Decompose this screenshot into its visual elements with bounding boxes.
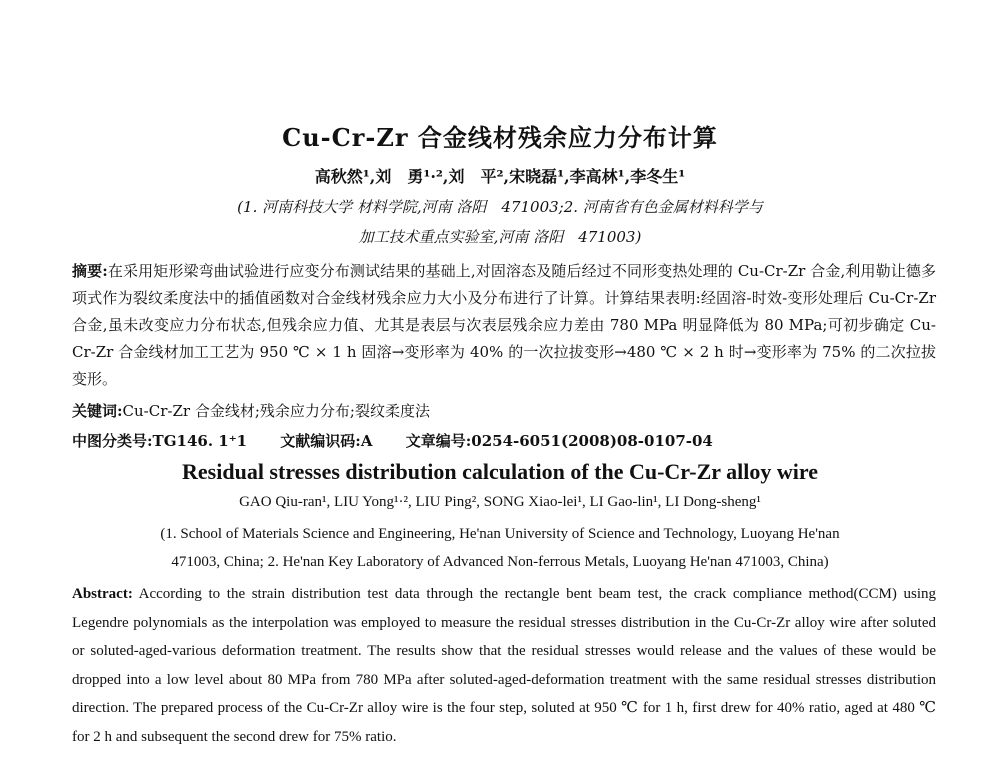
keywords-cn-label: 关键词: [72,402,123,420]
paper-title-en: Residual stresses distribution calculation of the Cu-Cr-Zr alloy wire [182,459,818,484]
abstract-cn-label: 摘要: [72,262,108,280]
authors-cn: 高秋然¹,刘 勇¹·²,刘 平²,宋晓磊¹,李高林¹,李冬生¹ [314,167,686,186]
paper-title-cn: Cu-Cr-Zr 合金线材残余应力分布计算 [282,123,718,152]
abstract-cn-text: 在采用矩形梁弯曲试验进行应变分布测试结果的基础上,对固溶态及随后经过不同形变热处理的 Cu-Cr-Zr 合金,利用勒让德多项式作为裂纹柔度法中的插值函数对合金线材残余应力大小及分布进行了计算。计算结果表明:经固溶-时效-变形处理后 Cu-Cr-Zr 合金,虽未改变应力分布状态,但残余应力值、尤其是表层与次表层残余应力差由 780 MPa 明显降低为 80 MPa;可初步确定 Cu-Cr-Zr 合金线材加工工艺为 950 ℃ × 1 h 固溶→变形率为 40% 的一次拉拔变形→480 ℃ × 2 h 时→变形率为 75% 的二次拉拔变形。 [72,262,936,388]
clc-number: 中图分类号:TG146. 1⁺1 [72,432,248,450]
authors-en: GAO Qiu-ran¹, LIU Yong¹·², LIU Ping², SONG Xiao-lei¹, LI Gao-lin¹, LI Dong-sheng¹ [239,494,761,510]
affiliation-en-line1: (1. School of Materials Science and Engineering, He'nan University of Science and Technology, Luoyang He'nan [160,526,840,542]
keywords-cn-text: Cu-Cr-Zr 合金线材;残余应力分布;裂纹柔度法 [122,402,430,420]
article-number: 文章编号:0254-6051(2008)08-0107-04 [405,432,713,450]
affiliation-en-line2: 471003, China; 2. He'nan Key Laboratory of Advanced Non-ferrous Metals, Luoyang He'nan 471003, China) [171,554,829,570]
classification-line [72,428,936,455]
affiliation-cn-line2: 加工技术重点实验室,河南 洛阳 471003) [358,228,642,246]
keywords-cn [72,398,936,425]
affiliation-cn-line1: (1. 河南科技大学 材料学院,河南 洛阳 471003;2. 河南省有色金属材料科学与 [237,198,763,216]
abstract-en [72,580,936,751]
abstract-en-text: According to the strain distribution test data through the rectangle bent beam test, the crack compliance method(CCM) using Legendre polynomials as the interpolation was employed to measure the residual stresses distribution in the Cu-Cr-Zr alloy wire after soluted or soluted-aged-various deformation treatment. The results show that the residual stresses would release and the values of these would be dropped into a low level about 80 MPa from 780 MPa after soluted-aged-deformation treatment with the same residual stresses distribution direction. The prepared process of the Cu-Cr-Zr alloy wire is the four step, soluted at 950 ℃ for 1 h, first drew for 40% ratio, aged at 480 ℃ for 2 h and subsequent the second drew for 75% ratio. [72,586,936,745]
abstract-cn [72,258,936,393]
abstract-en-label: Abstract: [72,586,133,602]
document-code: 文献编识码:A [280,432,373,450]
